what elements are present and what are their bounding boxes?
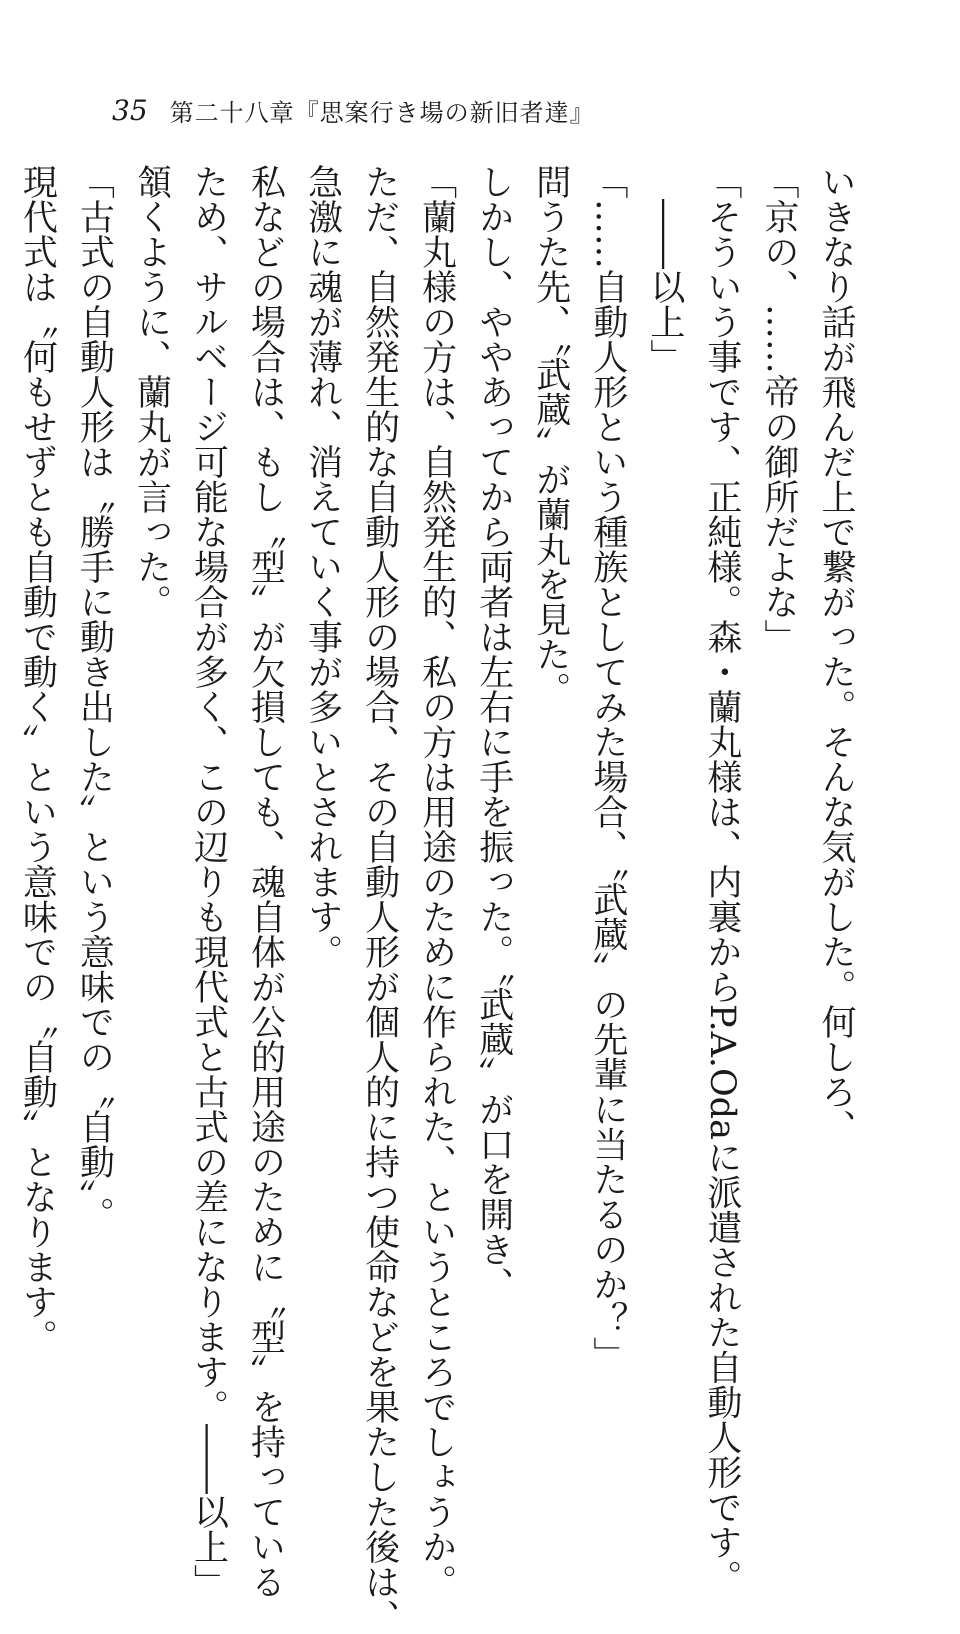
chapter-title: 第二十八章『思案行き場の新旧者達』 [169, 98, 595, 127]
text-line: ――以上」 [644, 164, 685, 374]
text-line: ただ、自然発生的な自動人形の場合、その自動人形が個人的に持つ使命などを果たした後は、 [359, 164, 400, 1634]
vertical-body-text [0, 164, 864, 1634]
page-number: 35 [112, 93, 148, 127]
text-line: しかし、ややあってから両者は左右に手を振った。〝武蔵〟が口を開き、 [473, 164, 514, 1302]
text-line: 問うた先、〝武蔵〟が蘭丸を見た。 [530, 164, 571, 707]
text-line: 現代式は〝何もせずとも自動で動く〟という意味での〝自動〟となります。 [17, 164, 58, 1354]
text-line: いきなり話が飛んだ上で繋がった。そんな気がした。何しろ、 [816, 164, 856, 1144]
text-line: 「古式の自動人形は〝勝手に動き出した〟という意味での〝自動〟。 [74, 164, 115, 1232]
text-line: 頷くように、蘭丸が言った。 [131, 164, 172, 619]
text-line: 私などの場合は、もし〝型〟が欠損しても、魂自体が公的用途のために〝型〟を持っている [245, 164, 286, 1599]
text-line: 急激に魂が薄れ、消えていく事が多いとされます。 [302, 164, 343, 969]
text-line: 「そういう事です、正純様。森・蘭丸様は、内裏からP.A.Odaに派遣された自動人形です。 [701, 164, 742, 1595]
text-line: 「京の、……帝の御所だよな」 [758, 164, 799, 654]
running-head [112, 90, 595, 130]
text-line: 「蘭丸様の方は、自然発生的、私の方は用途のために作られた、というところでしょうか。 [416, 164, 457, 1599]
text-line: 「……自動人形という種族としてみた場合、〝武蔵〟の先輩に当たるのか？」 [587, 164, 628, 1372]
text-line: ため、サルベージ可能な場合が多く、この辺りも現代式と古式の差になります。――以上」 [188, 164, 229, 1599]
text-line [0, 164, 8, 1404]
